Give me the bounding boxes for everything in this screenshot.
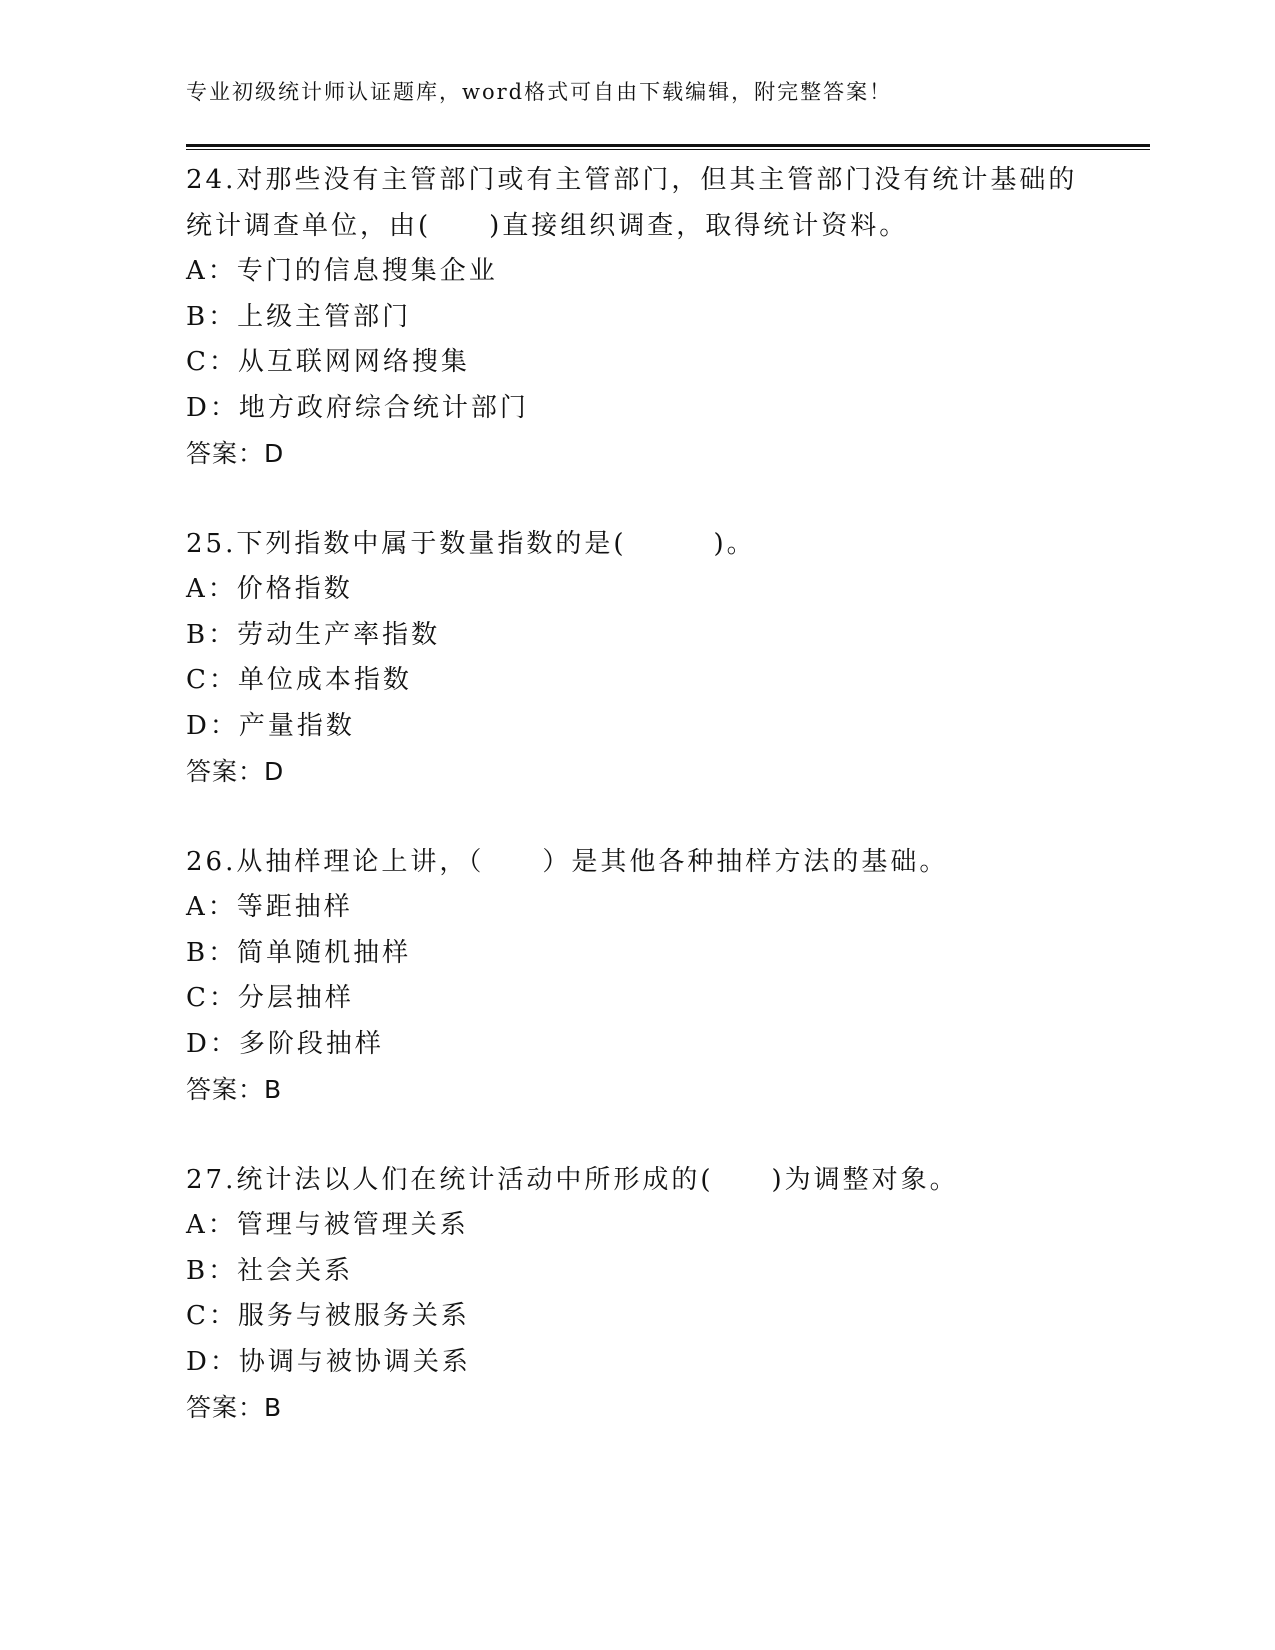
question-27: [186, 1158, 1126, 1431]
option-c: C：服务与被服务关系: [186, 1301, 470, 1331]
option-b: B：社会关系: [186, 1255, 354, 1286]
option-d: D：地方政府综合统计部门: [186, 392, 529, 423]
option-d: D：多阶段抽样: [186, 1028, 384, 1059]
question-stem: 25.下列指数中属于数量指数的是( )。: [186, 528, 756, 559]
question-26: [186, 840, 1126, 1113]
page-header: 专业初级统计师认证题库，word格式可自由下载编辑，附完整答案！: [186, 80, 893, 104]
option-d: D：协调与被协调关系: [186, 1346, 471, 1377]
answer: 答案：B: [186, 1393, 283, 1422]
option-a: A：等距抽样: [186, 892, 353, 922]
answer: 答案：D: [186, 439, 285, 468]
option-a: A：价格指数: [186, 574, 353, 604]
question-stem: 26.从抽样理论上讲，（ ）是其他各种抽样方法的基础。: [186, 846, 949, 877]
option-a: A：管理与被管理关系: [186, 1210, 469, 1240]
question-stem: 统计调查单位，由( )直接组织调查，取得统计资料。: [186, 210, 909, 241]
option-c: C：分层抽样: [186, 983, 354, 1013]
header-divider: [186, 144, 1150, 150]
question-24: [186, 158, 1126, 477]
option-b: B：简单随机抽样: [186, 937, 412, 968]
option-a: A：专门的信息搜集企业: [186, 256, 498, 286]
option-c: C：单位成本指数: [186, 665, 412, 695]
question-stem: 27.统计法以人们在统计活动中所形成的( )为调整对象。: [186, 1164, 959, 1195]
question-stem: 24.对那些没有主管部门或有主管部门，但其主管部门没有统计基础的: [186, 165, 1078, 195]
question-25: [186, 522, 1126, 795]
option-b: B：劳动生产率指数: [186, 619, 441, 650]
option-c: C：从互联网网络搜集: [186, 347, 470, 377]
option-d: D：产量指数: [186, 710, 355, 741]
option-b: B：上级主管部门: [186, 301, 412, 332]
answer: 答案：D: [186, 757, 285, 786]
question-list: [186, 158, 1126, 1476]
answer: 答案：B: [186, 1075, 283, 1104]
